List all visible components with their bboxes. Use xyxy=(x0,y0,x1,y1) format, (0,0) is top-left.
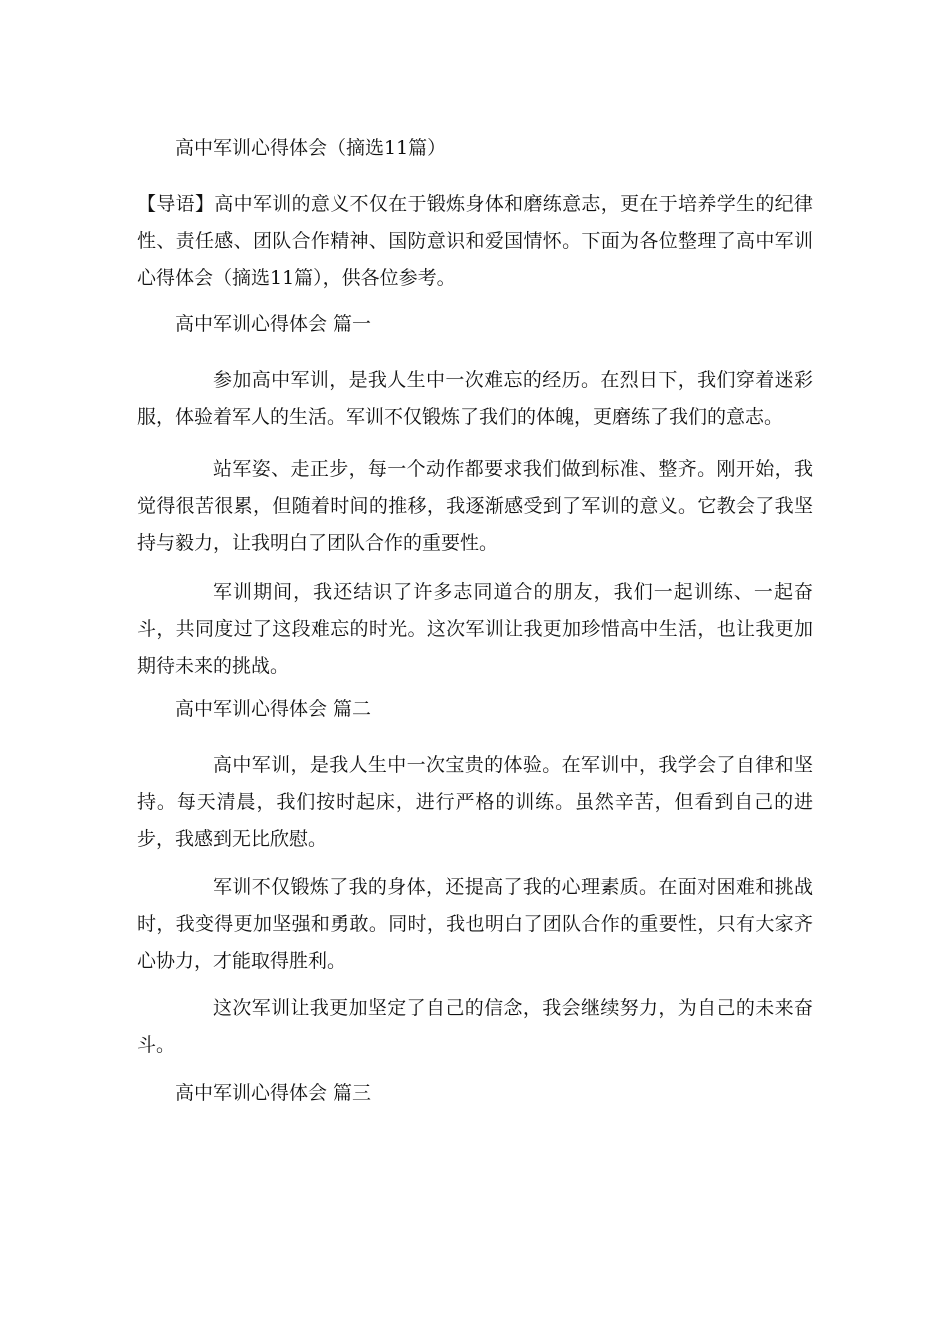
section-1-paragraph-1: 参加高中军训，是我人生中一次难忘的经历。在烈日下，我们穿着迷彩服，体验着军人的生活。军训不仅锻炼了我们的体魄，更磨练了我们的意志。 xyxy=(137,369,813,428)
section-heading-3: 高中军训心得体会 篇三 xyxy=(175,1082,372,1104)
section-2-paragraph-3: 这次军训让我更加坚定了自己的信念，我会继续努力，为自己的未来奋斗。 xyxy=(137,997,813,1056)
section-2-paragraph-1: 高中军训，是我人生中一次宝贵的体验。在军训中，我学会了自律和坚持。每天清晨，我们按时起床，进行严格的训练。虽然辛苦，但看到自己的进步，我感到无比欣慰。 xyxy=(137,754,813,850)
section-1-paragraph-2: 站军姿、走正步，每一个动作都要求我们做到标准、整齐。刚开始，我觉得很苦很累，但随着时间的推移，我逐渐感受到了军训的意义。它教会了我坚持与毅力，让我明白了团队合作的重要性。 xyxy=(137,458,813,554)
section-2-paragraph-2: 军训不仅锻炼了我的身体，还提高了我的心理素质。在面对困难和挑战时，我变得更加坚强和勇敢。同时，我也明白了团队合作的重要性，只有大家齐心协力，才能取得胜利。 xyxy=(137,876,813,972)
document-title: 高中军训心得体会（摘选11篇） xyxy=(175,137,447,159)
intro-paragraph: 【导语】高中军训的意义不仅在于锻炼身体和磨练意志，更在于培养学生的纪律性、责任感、团队合作精神、国防意识和爱国情怀。下面为各位整理了高中军训心得体会（摘选11篇），供各位参考。 xyxy=(137,193,813,289)
section-1-paragraph-3: 军训期间，我还结识了许多志同道合的朋友，我们一起训练、一起奋斗，共同度过了这段难忘的时光。这次军训让我更加珍惜高中生活，也让我更加期待未来的挑战。 xyxy=(137,581,813,677)
section-heading-2: 高中军训心得体会 篇二 xyxy=(175,698,372,720)
section-heading-1: 高中军训心得体会 篇一 xyxy=(175,313,372,335)
